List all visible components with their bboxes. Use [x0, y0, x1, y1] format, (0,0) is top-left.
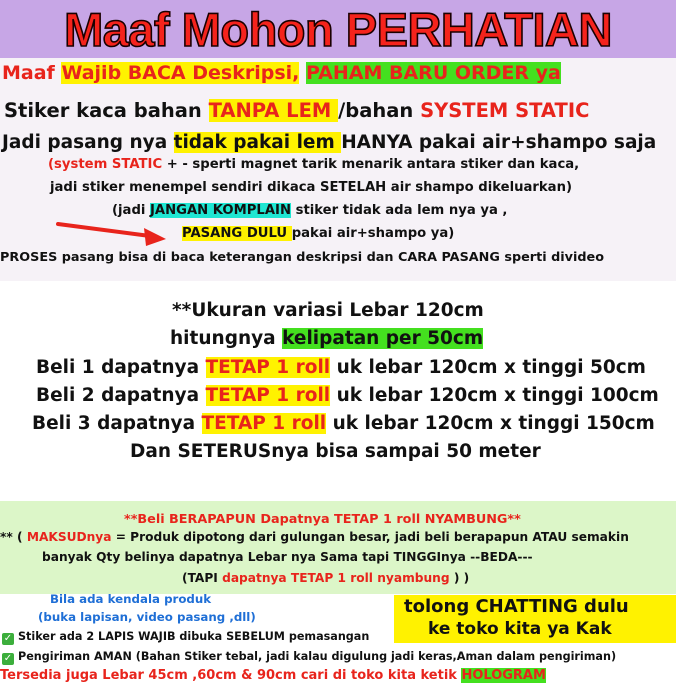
- notice-line-8: PROSES pasang bisa di baca keterangan deskripsi dan CARA PASANG sperti divideo: [0, 250, 604, 265]
- size-line-6: Dan SETERUSnya bisa sampai 50 meter: [130, 441, 541, 462]
- green-4b: dapatnya TETAP 1 roll nyambung: [222, 571, 450, 585]
- check-icon: ✓: [3, 653, 13, 664]
- notice-2c: /bahan: [338, 99, 421, 122]
- size-row-3-c: uk lebar 120cm x tinggi 150cm: [326, 413, 655, 434]
- chat-line-2: ke toko kita ya Kak: [428, 619, 612, 639]
- size-2a: hitungnya: [170, 328, 283, 349]
- notice-2b: TANPA LEM: [208, 99, 339, 122]
- hologram-text: HOLOGRAM: [461, 668, 546, 683]
- check-2-text: Pengiriman AMAN (Bahan Stiker tebal, jadi kalau digulung jadi keras,Aman dalam pengiriman): [18, 650, 617, 663]
- size-row-3-b: TETAP 1 roll: [201, 413, 327, 434]
- notice-2d: SYSTEM STATIC: [420, 99, 590, 122]
- notice-6b: JANGAN KOMPLAIN: [150, 203, 291, 218]
- green-2a: ** (: [0, 530, 27, 544]
- check-1-text: Stiker ada 2 LAPIS WAJIB dibuka SEBELUM pemasangan: [18, 630, 370, 643]
- green-line-2: [0, 530, 629, 544]
- kendala-line-1: Bila ada kendala produk: [50, 592, 212, 606]
- notice-1b: Wajib BACA Deskripsi,: [61, 62, 300, 84]
- size-row-1-a: Beli 1 dapatnya: [36, 357, 206, 378]
- notice-6a: (jadi: [112, 203, 150, 218]
- size-row-3: [32, 413, 655, 434]
- size-row-2: [36, 385, 659, 406]
- size-2b: kelipatan per 50cm: [282, 328, 484, 349]
- size-row-3-a: Beli 3 dapatnya: [32, 413, 202, 434]
- chat-line-1: tolong CHATTING dulu: [404, 596, 629, 617]
- size-line-1: **Ukuran variasi Lebar 120cm: [172, 300, 484, 321]
- check-icon: ✓: [3, 633, 13, 644]
- notice-3a: Jadi pasang nya: [2, 132, 174, 153]
- size-row-2-a: Beli 2 dapatnya: [36, 385, 206, 406]
- kendala-line-2: (buka lapisan, video pasang ,dll): [38, 610, 256, 624]
- green-line-4: [182, 571, 469, 585]
- green-2b: MAKSUDnya: [26, 530, 112, 544]
- green-line-3: banyak Qty belinya dapatnya Lebar nya Sama tapi TINGGInya --BEDA---: [42, 550, 533, 564]
- size-line-2: [170, 328, 483, 349]
- size-row-1: [36, 357, 646, 378]
- notice-2a: Stiker kaca bahan: [4, 99, 209, 122]
- arrow-pasang-dulu-icon: [58, 224, 150, 236]
- green-4c: ) ): [449, 571, 470, 585]
- size-row-2-b: TETAP 1 roll: [205, 385, 331, 406]
- notice-3b: tidak pakai lem: [173, 132, 342, 153]
- green-line-1: **Beli BERAPAPUN Dapatnya TETAP 1 roll NYAMBUNG**: [124, 512, 521, 527]
- notice-4b: + - sperti magnet tarik menarik antara stiker dan kaca,: [162, 157, 580, 172]
- tersedia-text: Tersedia juga Lebar 45cm ,60cm & 90cm cari di toko kita ketik: [0, 668, 462, 683]
- notice-7a: PASANG DULU: [182, 226, 292, 241]
- notice-4a: (system STATIC: [48, 157, 163, 172]
- notice-7b: pakai air+shampo ya): [291, 226, 455, 241]
- main-title: Maaf Mohon PERHATIAN: [64, 3, 612, 56]
- green-2c: = Produk dipotong dari gulungan besar, jadi beli berapapun ATAU semakin: [111, 530, 629, 544]
- notice-1a: Maaf: [2, 62, 62, 84]
- notice-1c: PAHAM BARU ORDER ya: [305, 62, 561, 84]
- notice-3c: HANYA pakai air+shampo saja: [341, 132, 657, 153]
- check-line-1: [2, 630, 369, 645]
- green-4a: (TAPI: [182, 571, 223, 585]
- notice-6c: stiker tidak ada lem nya ya ,: [291, 203, 508, 218]
- size-row-2-c: uk lebar 120cm x tinggi 100cm: [330, 385, 659, 406]
- notice-line-5: jadi stiker menempel sendiri dikaca SETELAH air shampo dikeluarkan): [50, 180, 572, 195]
- check-line-2: [2, 650, 616, 665]
- size-row-1-c: uk lebar 120cm x tinggi 50cm: [330, 357, 646, 378]
- size-row-1-b: TETAP 1 roll: [205, 357, 331, 378]
